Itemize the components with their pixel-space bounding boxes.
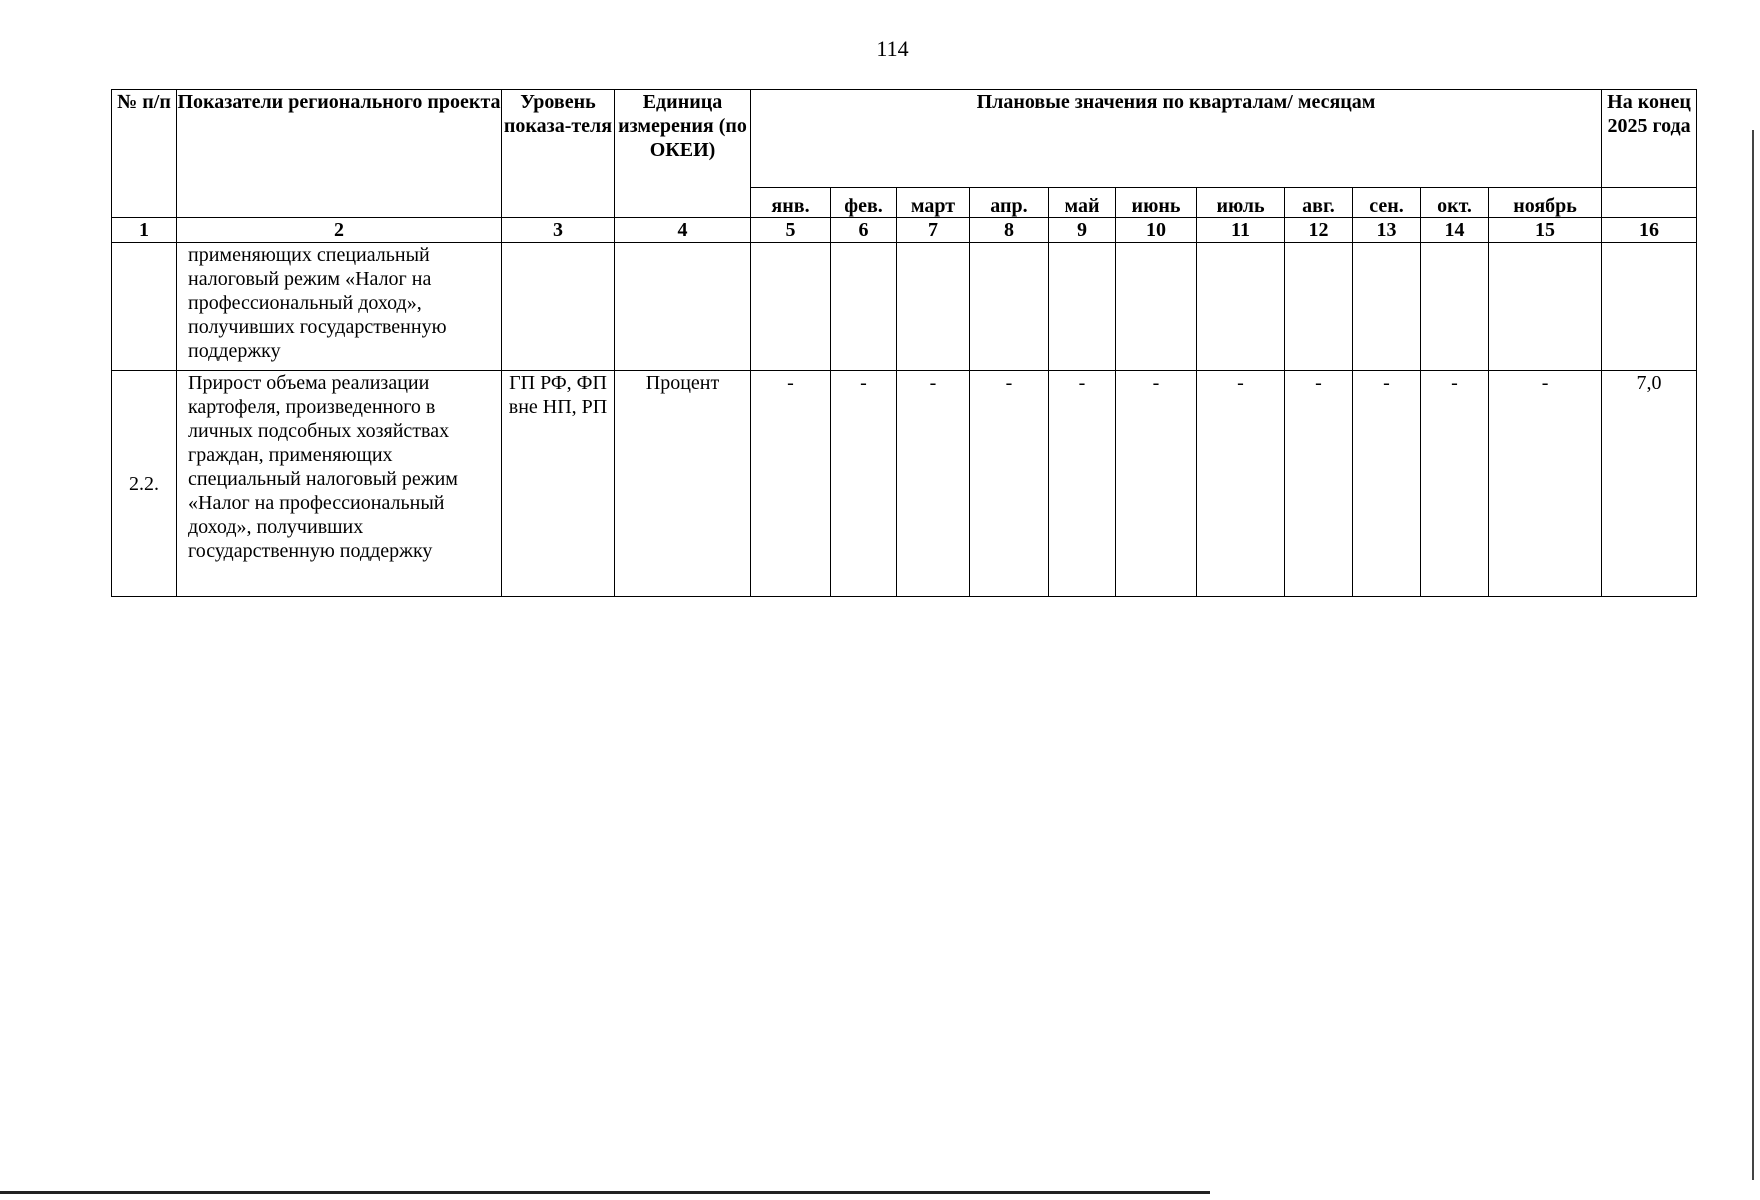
row-month-value bbox=[1489, 243, 1602, 371]
month-header: ноябрь bbox=[1489, 188, 1602, 218]
page-number: 114 bbox=[876, 36, 909, 61]
column-number: 2 bbox=[177, 218, 502, 243]
header-unit: Единица измерения (по ОКЕИ) bbox=[615, 90, 751, 218]
row-month-value: - bbox=[1197, 371, 1285, 597]
row-month-value bbox=[970, 243, 1049, 371]
row-month-value: - bbox=[751, 371, 831, 597]
header-level: Уровень показа-теля bbox=[502, 90, 615, 218]
column-number: 7 bbox=[897, 218, 970, 243]
row-month-value bbox=[1421, 243, 1489, 371]
row-month-value: - bbox=[897, 371, 970, 597]
row-month-value bbox=[1197, 243, 1285, 371]
column-number: 5 bbox=[751, 218, 831, 243]
month-header: фев. bbox=[831, 188, 897, 218]
row-month-value bbox=[897, 243, 970, 371]
row-month-value: - bbox=[1489, 371, 1602, 597]
month-header: май bbox=[1049, 188, 1116, 218]
scan-right-edge bbox=[1752, 130, 1754, 1180]
row-month-value bbox=[1285, 243, 1353, 371]
row-level bbox=[502, 243, 615, 371]
table-row bbox=[112, 371, 1697, 597]
month-header: июнь bbox=[1116, 188, 1197, 218]
row-month-value: - bbox=[1421, 371, 1489, 597]
row-num: 2.2. bbox=[112, 371, 177, 597]
header-num: № п/п bbox=[112, 90, 177, 218]
row-month-value bbox=[831, 243, 897, 371]
row-unit: Процент bbox=[615, 371, 751, 597]
column-number: 16 bbox=[1602, 218, 1697, 243]
month-header: окт. bbox=[1421, 188, 1489, 218]
month-header: сен. bbox=[1353, 188, 1421, 218]
month-header: янв. bbox=[751, 188, 831, 218]
table-row bbox=[112, 243, 1697, 371]
column-number: 10 bbox=[1116, 218, 1197, 243]
row-month-value bbox=[1049, 243, 1116, 371]
row-month-value: - bbox=[1116, 371, 1197, 597]
month-header: апр. bbox=[970, 188, 1049, 218]
row-month-value bbox=[751, 243, 831, 371]
row-month-value bbox=[1353, 243, 1421, 371]
month-header-empty bbox=[1602, 188, 1697, 218]
row-year-end: 7,0 bbox=[1602, 371, 1697, 597]
column-number: 3 bbox=[502, 218, 615, 243]
month-header: март bbox=[897, 188, 970, 218]
scan-bottom-rule bbox=[0, 1191, 1210, 1194]
row-month-value: - bbox=[1285, 371, 1353, 597]
row-month-value: - bbox=[831, 371, 897, 597]
row-level: ГП РФ, ФП вне НП, РП bbox=[502, 371, 615, 597]
row-month-value bbox=[1116, 243, 1197, 371]
row-month-value: - bbox=[1049, 371, 1116, 597]
row-indicator: Прирост объема реализации картофеля, произведенного в личных подсобных хозяйствах граждан, применяющих специальный налоговый режим «Налог на профессиональный доход», получивших государственную поддержку bbox=[177, 371, 502, 597]
column-number: 11 bbox=[1197, 218, 1285, 243]
header-year-end: На конец 2025 года bbox=[1602, 90, 1697, 188]
header-planned: Плановые значения по кварталам/ месяцам bbox=[751, 90, 1602, 188]
column-number: 13 bbox=[1353, 218, 1421, 243]
column-number: 4 bbox=[615, 218, 751, 243]
row-month-value: - bbox=[970, 371, 1049, 597]
row-indicator: применяющих специальный налоговый режим «Налог на профессиональный доход», получивших государственную поддержку bbox=[177, 243, 502, 371]
column-number: 6 bbox=[831, 218, 897, 243]
column-number: 8 bbox=[970, 218, 1049, 243]
row-month-value: - bbox=[1353, 371, 1421, 597]
column-number: 12 bbox=[1285, 218, 1353, 243]
column-number: 1 bbox=[112, 218, 177, 243]
column-number: 15 bbox=[1489, 218, 1602, 243]
column-number: 14 bbox=[1421, 218, 1489, 243]
row-year-end bbox=[1602, 243, 1697, 371]
planned-values-table bbox=[111, 89, 1697, 597]
month-header: авг. bbox=[1285, 188, 1353, 218]
column-number: 9 bbox=[1049, 218, 1116, 243]
row-unit bbox=[615, 243, 751, 371]
row-num bbox=[112, 243, 177, 371]
month-header: июль bbox=[1197, 188, 1285, 218]
header-indicator: Показатели регионального проекта bbox=[177, 90, 502, 218]
